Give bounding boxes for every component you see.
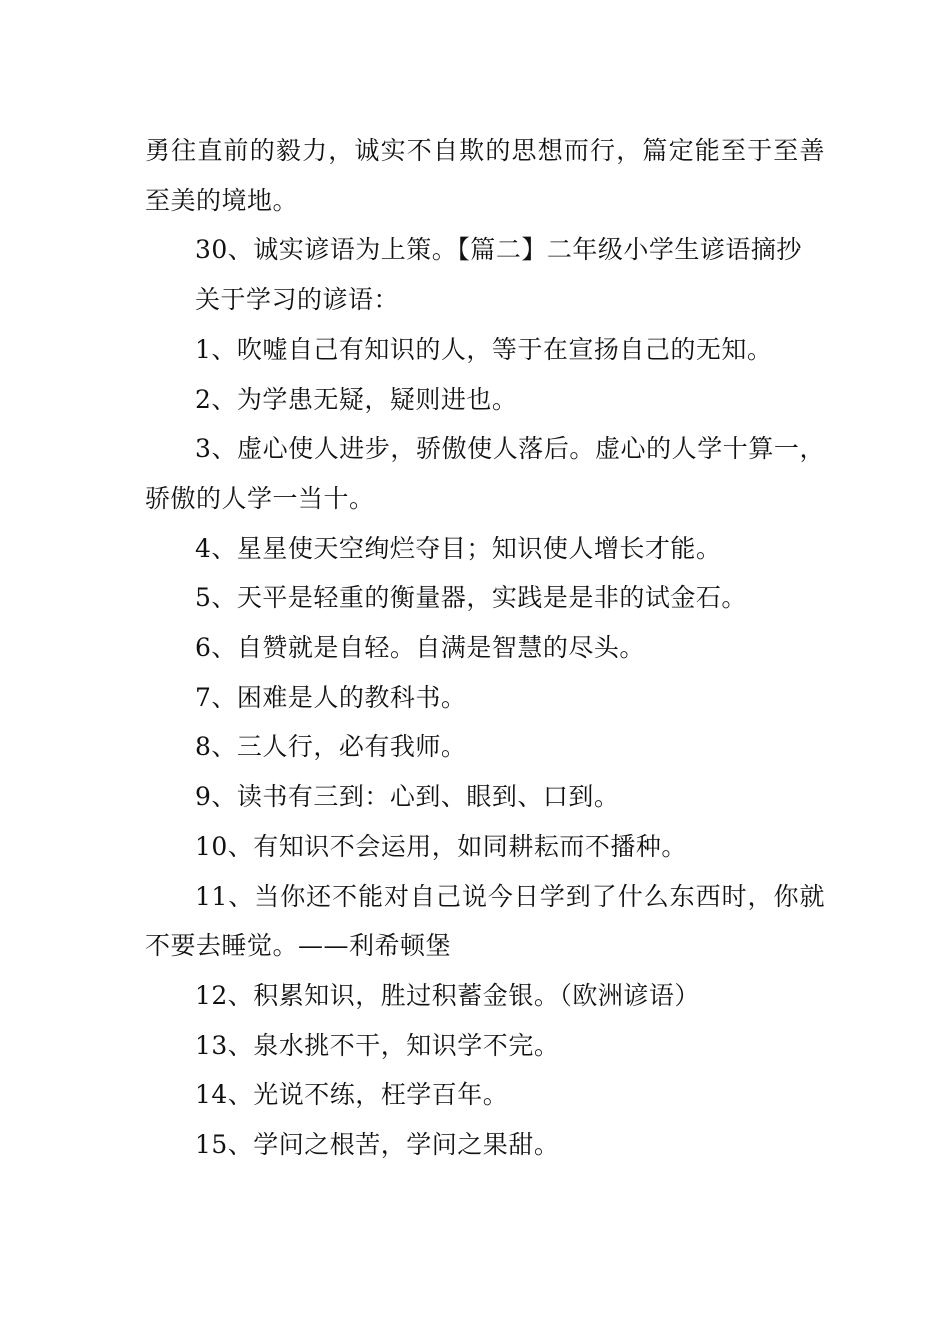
list-item: 14、光说不练，枉学百年。 [195,1080,509,1110]
list-item: 1、吹嘘自己有知识的人，等于在宣扬自己的无知。 [195,334,773,364]
list-item: 7、困难是人的教科书。 [195,682,467,712]
list-item: 8、三人行，必有我师。 [195,732,467,762]
list-item: 2、为学患无疑，疑则进也。 [195,384,518,414]
list-item: 12、积累知识，胜过积蓄金银。（欧洲谚语） [195,980,700,1010]
list-item: 11、当你还不能对自己说今日学到了什么东西时，你就不要去睡觉。——利希顿堡 [145,881,825,961]
list-item: 3、虚心使人进步，骄傲使人落后。虚心的人学十算一，骄傲的人学一当十。 [145,434,825,513]
list-item: 15、学问之根苦，学问之果甜。 [195,1130,560,1160]
list-item: 6、自赞就是自轻。自满是智慧的尽头。 [195,633,645,663]
list-item: 5、天平是轻重的衡量器，实践是是非的试金石。 [195,583,747,613]
section-heading: 关于学习的谚语： [195,285,400,315]
paragraph-continuation: 勇往直前的毅力，诚实不自欺的思想而行，篇定能至于至善至美的境地。 [145,136,825,215]
list-item: 13、泉水挑不干，知识学不完。 [195,1030,560,1060]
list-item: 10、有知识不会运用，如同耕耘而不播种。 [195,831,687,861]
paragraph-proverb-30: 30、诚实谚语为上策。【篇二】二年级小学生谚语摘抄 [195,235,802,265]
list-item: 4、星星使天空绚烂夺目；知识使人增长才能。 [195,533,722,563]
document-body [145,126,825,1170]
list-item: 9、读书有三到：心到、眼到、口到。 [195,782,620,812]
